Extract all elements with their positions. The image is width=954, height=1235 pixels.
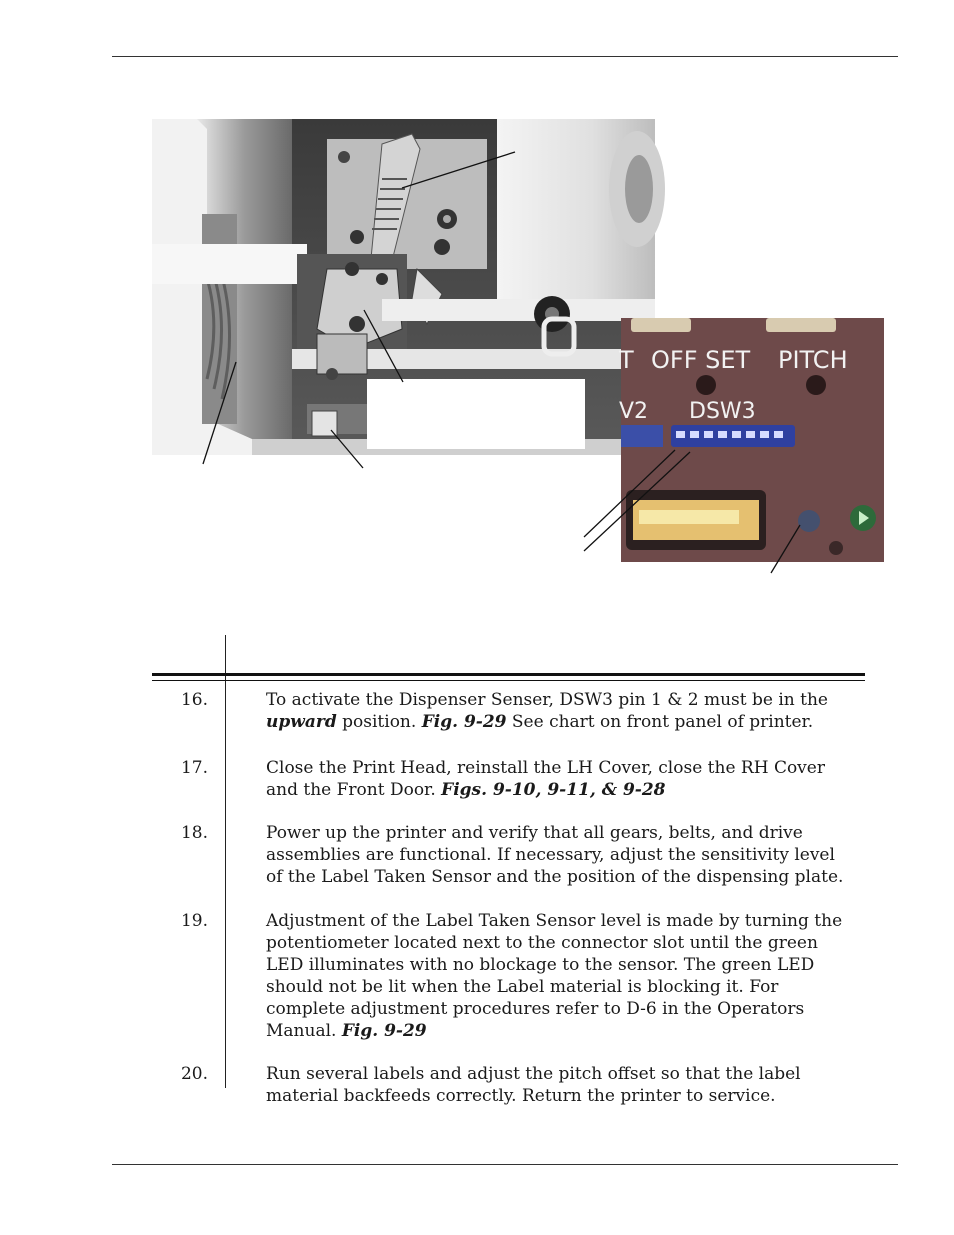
step-number: 18. [180, 823, 208, 843]
text-run: LED illuminates with no blockage to the sensor. The green LED [266, 955, 815, 975]
footer-rule [112, 1164, 898, 1165]
step-number: 16. [180, 690, 208, 710]
step-text [266, 689, 826, 733]
step-number: 20. [180, 1064, 208, 1084]
panel-label-pitch: PITCH [778, 346, 848, 374]
text-run: material backfeeds correctly. Return the printer to service. [266, 1086, 776, 1106]
text-run: and the Front Door. [266, 780, 442, 800]
step-text [266, 822, 844, 888]
step-text-line [266, 689, 826, 711]
step-text-line [266, 866, 844, 888]
step-text-line [266, 998, 826, 1020]
step-number: 17. [180, 758, 208, 778]
step-text-line [266, 976, 826, 998]
step-text-line [266, 822, 826, 844]
panel-label-partial-left: T [619, 346, 634, 374]
text-run: Run several labels and adjust the pitch offset so that the label [266, 1064, 801, 1084]
step-text-line [266, 910, 843, 932]
callout-label-box [367, 379, 585, 449]
step-text-line [266, 1020, 826, 1042]
text-run: potentiometer located next to the connector slot until the green [266, 933, 818, 953]
step-text-line [266, 932, 826, 954]
step-text-line [266, 844, 835, 866]
step-text [266, 1063, 826, 1107]
table-header-rule [152, 673, 865, 676]
step-text [266, 910, 843, 1042]
text-run: To activate the Dispenser Senser, DSW3 pin 1 & 2 must be in the [266, 690, 828, 710]
text-run: position. [336, 712, 422, 732]
step-text [266, 757, 826, 801]
text-run: complete adjustment procedures refer to D-6 in the Operators [266, 999, 805, 1019]
panel-label-dsw3: DSW3 [689, 399, 756, 424]
emphasis-text: Fig. 9-29 [421, 712, 507, 732]
step-text-line [266, 779, 826, 801]
text-run: of the Label Taken Sensor and the position of the dispensing plate. [266, 867, 844, 887]
emphasis-text: Fig. 9-29 [341, 1021, 427, 1041]
text-run: assemblies are functional. If necessary, adjust the sensitivity level [266, 845, 835, 865]
step-text-line [266, 757, 826, 779]
text-run: Adjustment of the Label Taken Sensor level is made by turning the [266, 911, 843, 931]
panel-label-dsw2: V2 [619, 399, 649, 424]
table-column-divider [225, 635, 226, 1088]
step-number: 19. [180, 911, 208, 931]
step-text-line [266, 1063, 826, 1085]
panel-label-offset: OFF SET [651, 346, 751, 374]
header-rule [112, 56, 898, 57]
step-text-line [266, 1085, 826, 1107]
emphasis-text: upward [266, 712, 337, 732]
step-text-line [266, 954, 826, 976]
text-run: See chart on front panel of printer. [506, 712, 814, 732]
emphasis-text: Figs. 9-10, 9-11, & 9-28 [441, 780, 666, 800]
step-text-line [266, 711, 826, 733]
text-run: should not be lit when the Label material is blocking it. For [266, 977, 779, 997]
table-header-rule-thin [152, 680, 865, 681]
text-run: Manual. [266, 1021, 342, 1041]
text-run: Power up the printer and verify that all gears, belts, and drive [266, 823, 803, 843]
dip-switch-panel-photo [621, 318, 884, 562]
text-run: Close the Print Head, reinstall the LH Cover, close the RH Cover [266, 758, 825, 778]
